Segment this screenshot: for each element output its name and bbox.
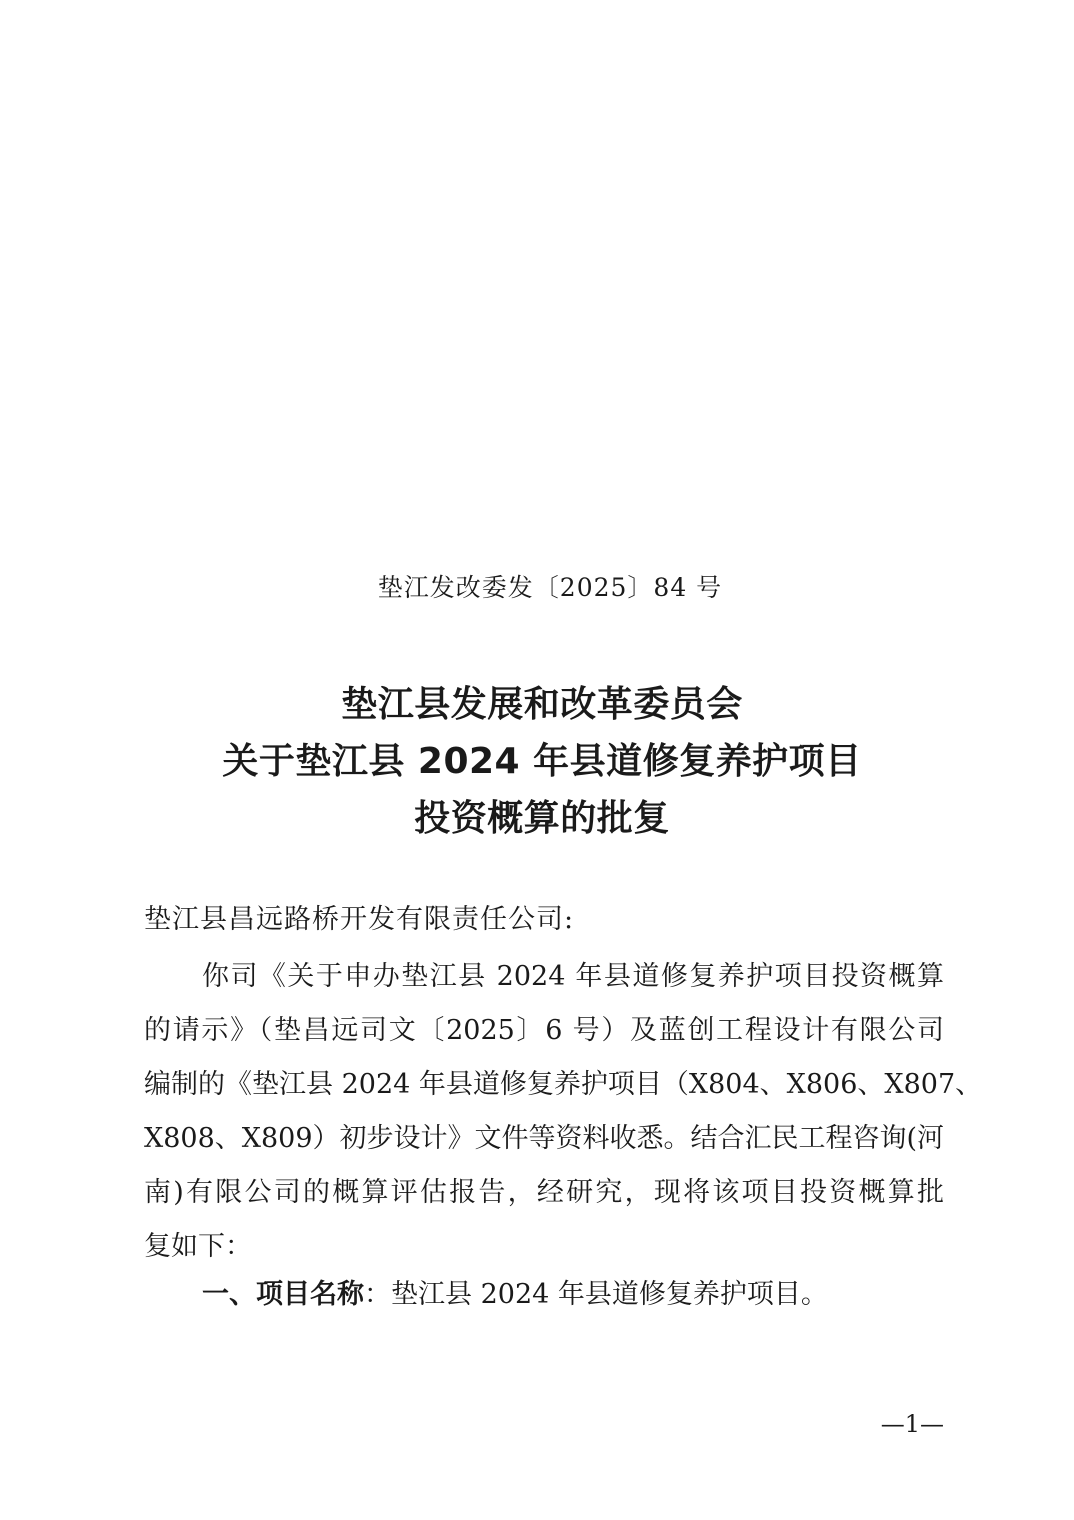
body-line-2: 的请示》（垫昌远司文〔2025〕6 号）及蓝创工程设计有限公司 xyxy=(144,1015,944,1046)
item-one-label: 一、项目名称 xyxy=(202,1279,364,1310)
document-number: 垫江发改委发〔2025〕84 号 xyxy=(377,573,723,602)
title-line-1: 垫江县发展和改革委员会 xyxy=(341,684,743,725)
body-line-1: 你司《关于申办垫江县 2024 年县道修复养护项目投资概算 xyxy=(202,961,944,992)
body-line-4: X808、X809）初步设计》文件等资料收悉。结合汇民工程咨询(河 xyxy=(144,1123,945,1154)
recipient: 垫江县昌远路桥开发有限责任公司: xyxy=(144,904,575,935)
title-line-3: 投资概算的批复 xyxy=(414,798,670,839)
body-line-6: 复如下： xyxy=(144,1231,252,1262)
title-line-2: 关于垫江县 2024 年县道修复养护项目 xyxy=(222,741,862,782)
body-line-3: 编制的《垫江县 2024 年县道修复养护项目（X804、X806、X807、 xyxy=(144,1069,983,1100)
document-title xyxy=(0,676,1074,847)
page-number: —1— xyxy=(880,1410,944,1438)
body-line-5: 南)有限公司的概算评估报告，经研究，现将该项目投资概算批 xyxy=(144,1177,944,1208)
body-paragraph xyxy=(144,950,983,1274)
item-one xyxy=(202,1272,828,1311)
item-one-text: ：垫江县 2024 年县道修复养护项目。 xyxy=(364,1279,828,1310)
